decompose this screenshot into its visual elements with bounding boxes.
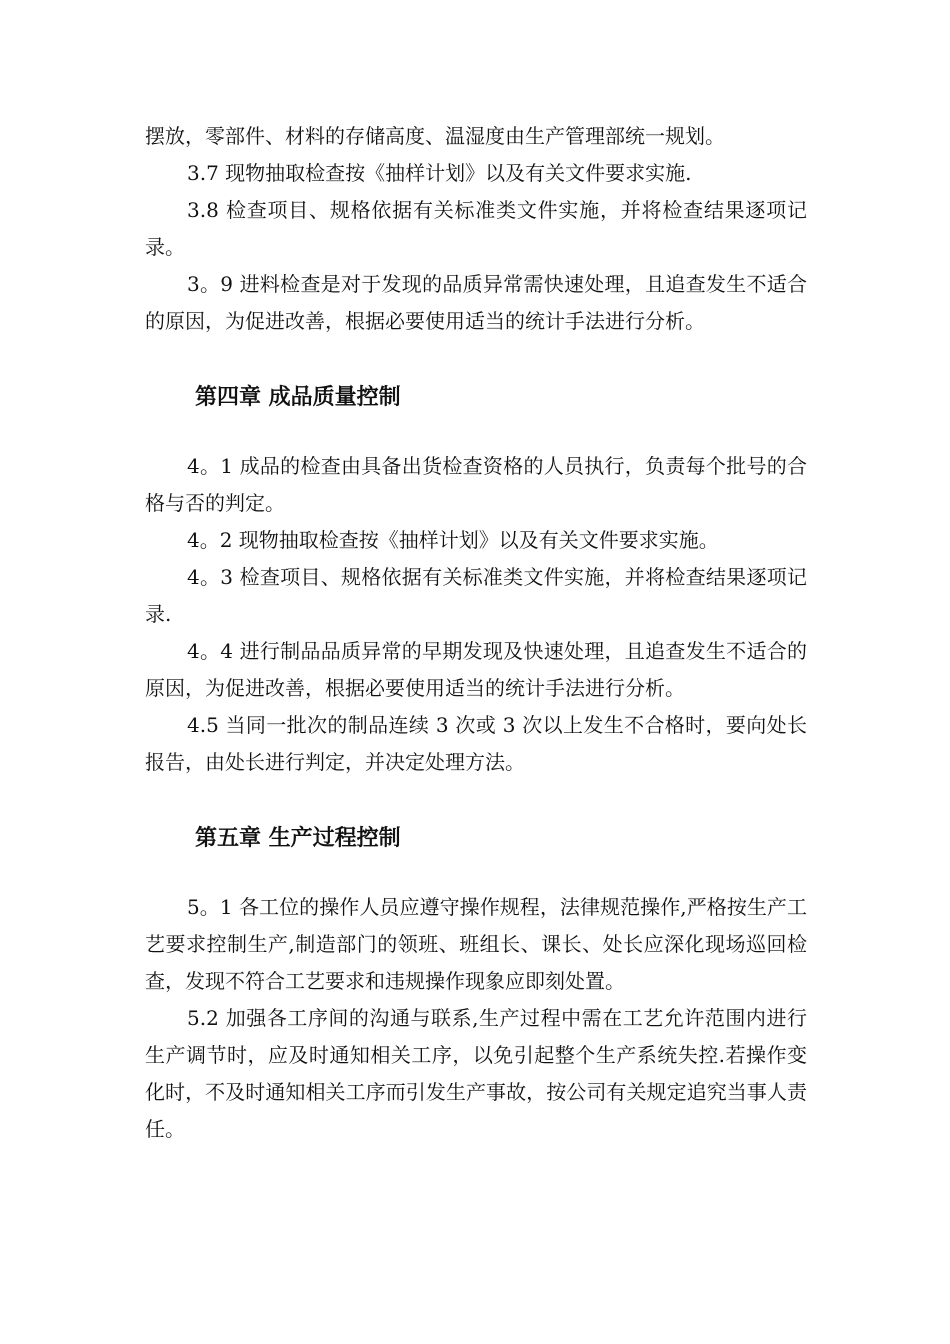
paragraph-4-4: 4。4 进行制品品质异常的早期发现及快速处理，且追查发生不适合的原因，为促进改善，根据必要使用适当的统计手法进行分析。 [145,639,807,700]
spacer [145,418,807,448]
paragraph-continuation: 摆放，零部件、材料的存储高度、温湿度由生产管理部统一规划。 [145,124,725,148]
paragraph-4-5: 4.5 当同一批次的制品连续 3 次或 3 次以上发生不合格时，要向处长报告，由处长进行判定，并决定处理方法。 [145,713,807,774]
paragraph-3-8: 3.8 检查项目、规格依据有关标准类文件实施，并将检查结果逐项记录。 [145,198,807,259]
paragraph-5-2: 5.2 加强各工序间的沟通与联系,生产过程中需在工艺允许范围内进行生产调节时，应及时通知相关工序，以免引起整个生产系统失控.若操作变化时，不及时通知相关工序而引发生产事故，按公司有关规定追究当事人责任。 [145,1006,807,1141]
chapter-4-heading: 第四章 成品质量控制 [195,385,401,410]
chapter-5-heading: 第五章 生产过程控制 [195,826,401,851]
paragraph-4-1: 4。1 成品的检查由具备出货检查资格的人员执行，负责每个批号的合格与否的判定。 [145,454,807,515]
paragraph-3-9: 3。9 进料检查是对于发现的品质异常需快速处理，且追查发生不适合的原因，为促进改善，根据必要使用适当的统计手法进行分析。 [145,272,807,333]
paragraph-5-1: 5。1 各工位的操作人员应遵守操作规程，法律规范操作,严格按生产工艺要求控制生产,制造部门的领班、班组长、课长、处长应深化现场巡回检查，发现不符合工艺要求和违规操作现象应即刻处置。 [145,895,807,993]
spacer [145,340,807,378]
paragraph-4-2: 4。2 现物抽取检查按《抽样计划》以及有关文件要求实施。 [187,528,719,552]
spacer [145,859,807,889]
spacer [145,781,807,819]
document-page [145,118,807,1148]
paragraph-3-7: 3.7 现物抽取检查按《抽样计划》以及有关文件要求实施. [187,161,692,185]
paragraph-4-3: 4。3 检查项目、规格依据有关标准类文件实施，并将检查结果逐项记录. [145,565,807,626]
